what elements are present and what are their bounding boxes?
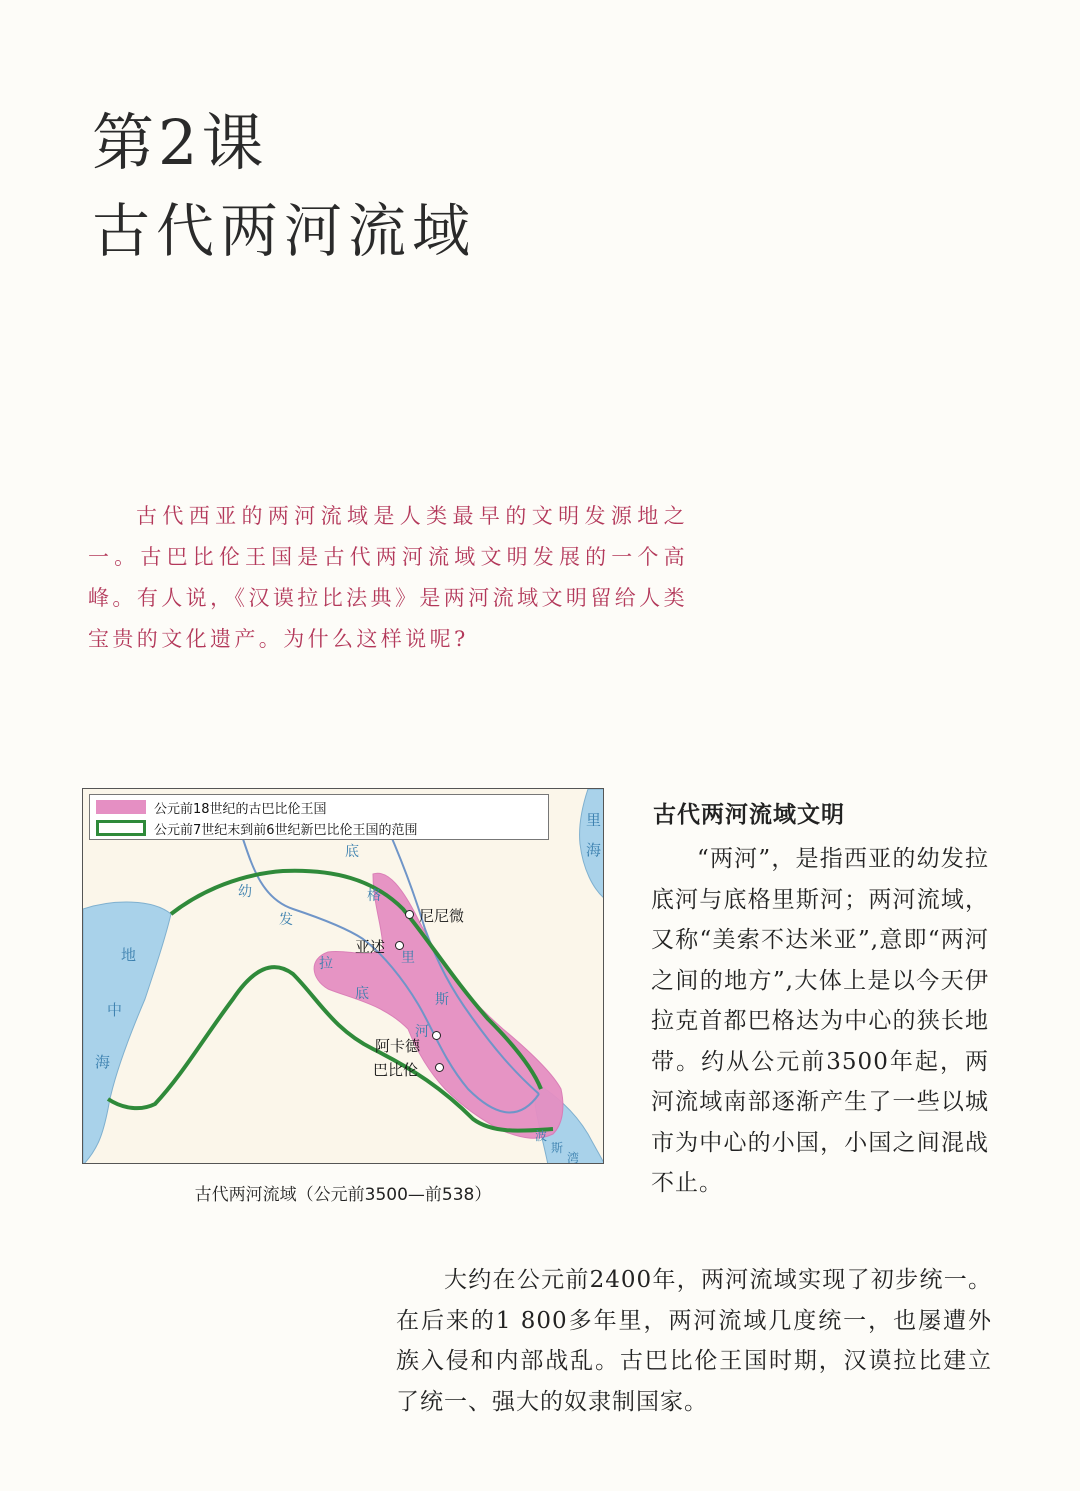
river-label: 里 <box>401 950 415 966</box>
body-paragraph-1: “两河”，是指西亚的幼发拉底河与底格里斯河；两河流域，又称“美索不达米亚”,意即“两河之间的地方”,大体上是以今天伊拉克首都巴格达为中心的狭长地带。约从公元前3500年起，两河流域南部逐渐产生了一些以城市为中心的小国，小国之间混战不止。 <box>651 846 989 1196</box>
map-figure <box>82 788 604 1164</box>
legend-item-old-babylon <box>96 798 327 816</box>
sea-label: 波 <box>535 1129 548 1143</box>
river-label: 格 <box>367 888 381 904</box>
map-graphic <box>83 789 604 1164</box>
sea-label: 中 <box>107 1001 123 1019</box>
river-label: 河 <box>415 1024 429 1040</box>
legend-label: 公元前18世纪的古巴比伦王国 <box>154 801 327 817</box>
river-label: 斯 <box>435 992 449 1008</box>
city-label-akkad: 阿卡德 <box>375 1037 421 1055</box>
legend-label: 公元前7世纪末到前6世纪新巴比伦王国的范围 <box>154 822 418 838</box>
sea-label: 地 <box>121 946 137 964</box>
sea-label: 里 <box>586 811 602 829</box>
river-label: 底 <box>355 986 369 1002</box>
sea-label: 海 <box>95 1053 111 1071</box>
city-label-babylon: 巴比伦 <box>373 1061 419 1079</box>
map-caption: 古代两河流域（公元前3500—前538） <box>194 1185 492 1205</box>
city-dot-icon <box>432 1031 441 1040</box>
lesson-number: 第2课 <box>92 106 268 179</box>
river-label: 发 <box>279 912 293 928</box>
river-label: 底 <box>345 844 359 860</box>
intro-paragraph: 古代西亚的两河流域是人类最早的文明发源地之一。古巴比伦王国是古代两河流域文明发展的一个高峰。有人说，《汉谟拉比法典》是两河流域文明留给人类宝贵的文化遗产。为什么这样说呢? <box>88 504 688 651</box>
sea-label: 海 <box>586 841 602 859</box>
river-label: 幼 <box>238 884 252 900</box>
city-dot-icon <box>435 1063 444 1072</box>
pink-swatch-icon <box>96 800 146 814</box>
lesson-title: 古代两河流域 <box>92 197 477 265</box>
city-label-assur: 亚述 <box>355 938 386 956</box>
map-legend <box>89 794 549 840</box>
mediterranean-sea <box>83 902 171 1164</box>
city-label-nineveh: 尼尼微 <box>419 907 465 925</box>
city-dot-icon <box>405 910 414 919</box>
section-heading: 古代两河流域文明 <box>653 802 845 828</box>
river-label: 拉 <box>319 956 333 972</box>
city-dot-icon <box>395 941 404 950</box>
legend-item-neo-babylon <box>96 819 418 837</box>
sea-label: 斯 <box>551 1141 564 1155</box>
body-paragraph-2: 大约在公元前2400年，两河流域实现了初步统一。在后来的1 800多年里，两河流域几度统一，也屡遭外族入侵和内部战乱。古巴比伦王国时期，汉谟拉比建立了统一、强大的奴隶制国家。 <box>396 1267 992 1415</box>
sea-label: 湾 <box>567 1151 580 1164</box>
green-outline-icon <box>96 820 146 836</box>
